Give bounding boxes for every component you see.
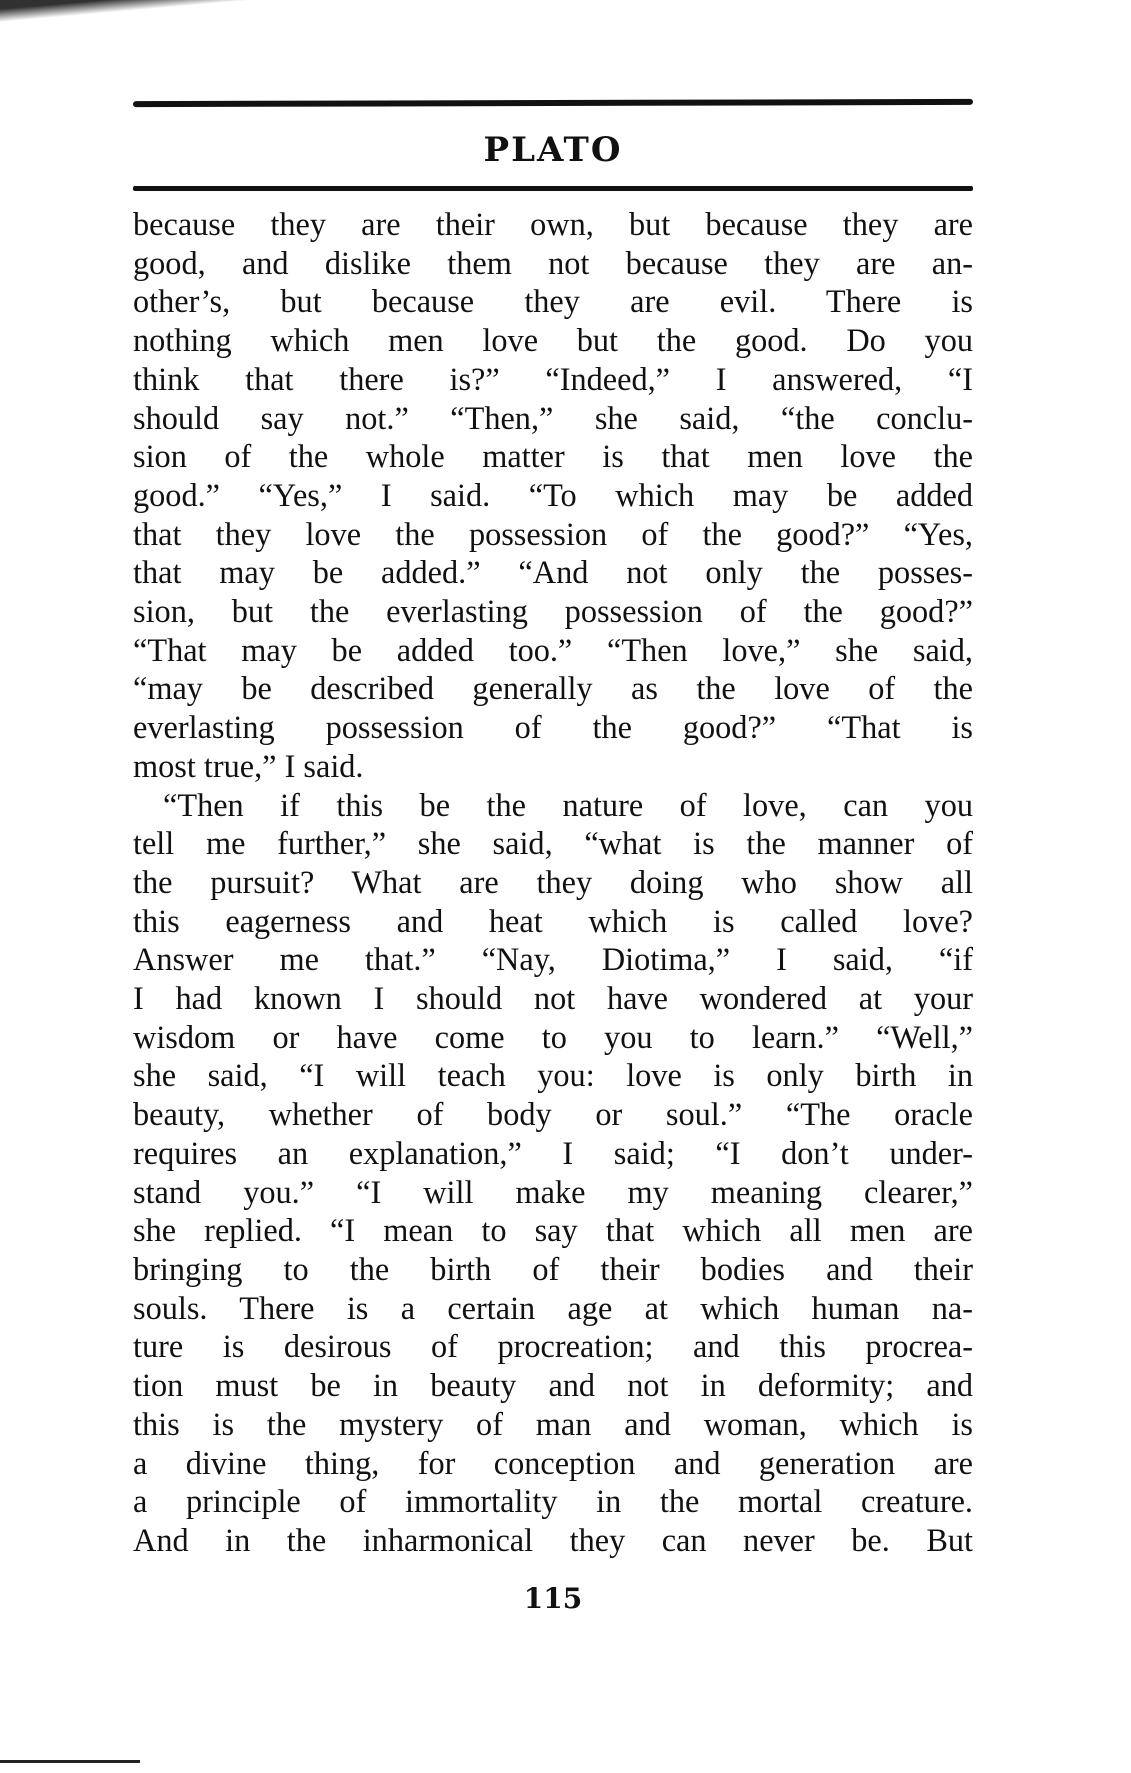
text-line: that they love the possession of the good?” “Yes, (133, 515, 973, 552)
text-line: everlasting possession of the good?” “That is (133, 709, 973, 746)
text-line: bringing to the birth of their bodies and their (133, 1250, 973, 1287)
text-line: other’s, but because they are evil. There is (133, 283, 973, 320)
text-line: most true,” I said. (133, 747, 364, 784)
scan-edge-bottom (0, 1760, 140, 1773)
text-line: should say not.” “Then,” she said, “the conclu- (133, 399, 973, 436)
text-line: “Then if this be the nature of love, can you (163, 786, 973, 823)
text-line: wisdom or have come to you to learn.” “Well,” (133, 1018, 973, 1055)
book-page (133, 100, 973, 1615)
text-line: good.” “Yes,” I said. “To which may be added (133, 476, 973, 513)
text-line: the pursuit? What are they doing who show all (133, 863, 973, 900)
page-number: 115 (523, 1581, 583, 1615)
header-rule-top (133, 99, 973, 107)
text-line: “That may be added too.” “Then love,” she said, (133, 631, 973, 668)
text-line: this is the mystery of man and woman, which is (133, 1405, 973, 1442)
text-line: tion must be in beauty and not in deformity; and (133, 1367, 973, 1404)
body-text (133, 205, 973, 1560)
text-line: a principle of immortality in the mortal creature. (133, 1483, 973, 1520)
text-line: this eagerness and heat which is called love? (133, 902, 973, 939)
text-line: sion, but the everlasting possession of the good?” (133, 593, 973, 630)
text-line: that may be added.” “And not only the posses- (133, 554, 973, 591)
text-line: she replied. “I mean to say that which all men are (133, 1212, 973, 1249)
text-line: beauty, whether of body or soul.” “The oracle (133, 1096, 973, 1133)
scan-edge-top (0, 0, 760, 40)
text-line: sion of the whole matter is that men love the (133, 438, 973, 475)
text-line: “may be described generally as the love of the (133, 670, 973, 707)
text-line: she said, “I will teach you: love is only birth in (133, 1057, 973, 1094)
text-line: requires an explanation,” I said; “I don’t under- (133, 1134, 973, 1171)
text-line: nothing which men love but the good. Do you (133, 322, 973, 359)
text-line: I had known I should not have wondered at your (133, 980, 973, 1017)
text-line: And in the inharmonical they can never be. But (133, 1521, 973, 1558)
text-line: tell me further,” she said, “what is the manner of (133, 825, 973, 862)
header-rule-bottom (133, 186, 973, 191)
text-line: think that there is?” “Indeed,” I answered, “I (133, 360, 973, 397)
running-head: PLATO (483, 130, 623, 170)
text-line: a divine thing, for conception and generation are (133, 1444, 973, 1481)
text-line: ture is desirous of procreation; and this procrea- (133, 1328, 973, 1365)
text-line: Answer me that.” “Nay, Diotima,” I said, “if (133, 941, 973, 978)
text-line: good, and dislike them not because they are an- (133, 244, 973, 281)
text-line: souls. There is a certain age at which human na- (133, 1289, 973, 1326)
text-line: because they are their own, but because they are (133, 206, 973, 242)
text-line: stand you.” “I will make my meaning clearer,” (133, 1173, 973, 1210)
